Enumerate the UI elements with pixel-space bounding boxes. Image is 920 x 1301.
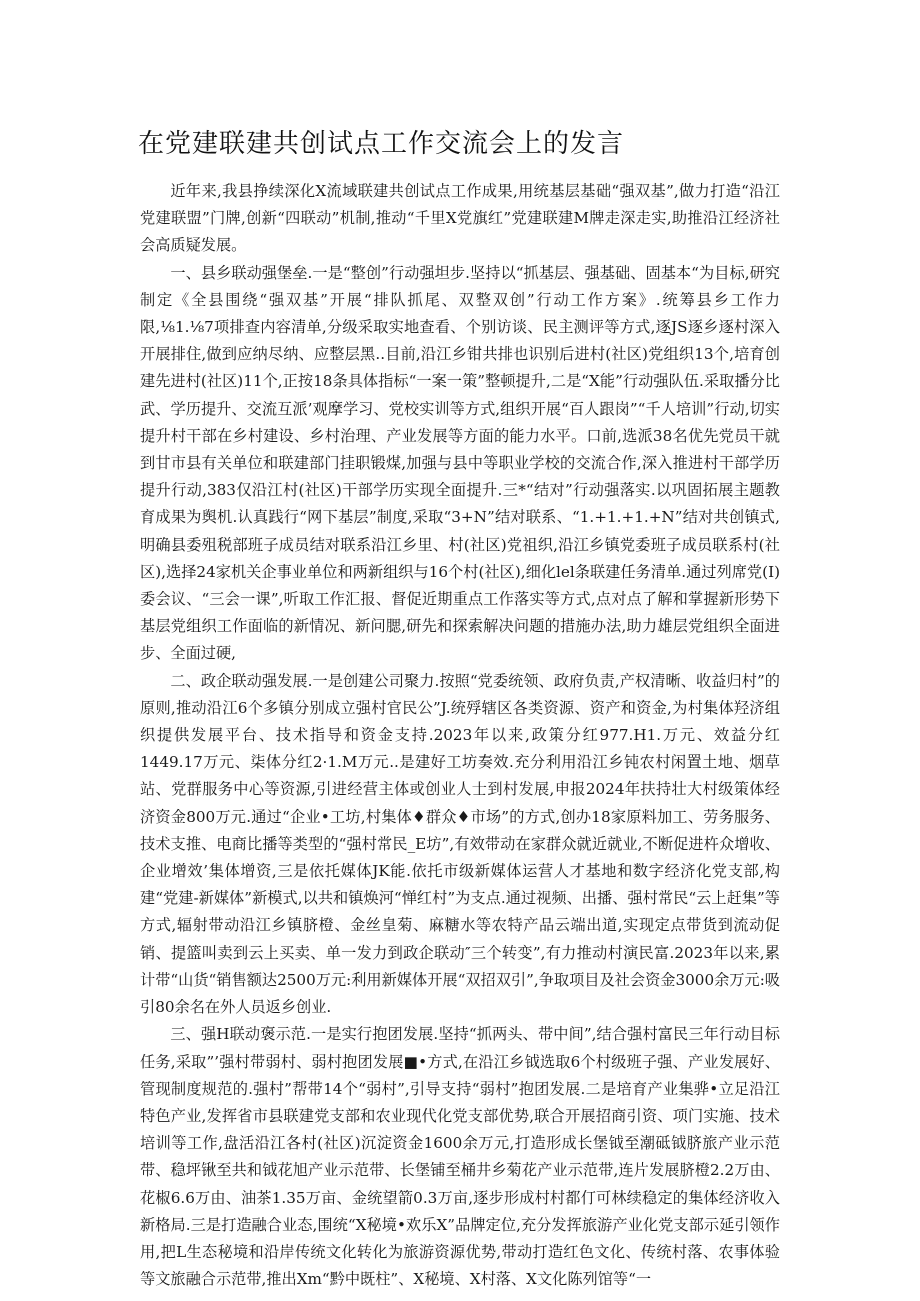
paragraph-intro: 近年来,我县挣续深化X流域联建共创试点工作成果,用统基层基础“强双基”,做力打造“沿江党建联盟”门牌,创新“四联动”机制,推动“千里X党旗红”党建联建M牌走深走实,助推沿江经济社会高质疑发展。 [140,182,780,255]
document-title: 在党建联建共创试点工作交流会上的发言 [138,129,625,159]
paragraph-section-1: 一、县乡联动强堡垒.一是“整创”行动强坦步.坚持以“抓基层、强基础、固基本“为目标,研究制定《全县围绕“强双基”开展“排队抓尾、双整双创”行动工作方案》.统筹县乡工作力限,⅛1.⅛7项排查内容清单,分级采取实地查看、个别访谈、民主测评等方式,逐JS逐乡逐村深入开展排住,做到应纳尽纳、应整层黑..目前,沿江乡钳共排也识别后进村(社区)党组织13个,培育创建先进村(社区)11个,正按18条具体指标“一案一策”整顿提升,二是“X能”行动强队伍.采取播分比武、学历提升、交流互派’观摩学习、党校实训等方式,组织开展“百人跟岗”“千人培训”行动,切实提升村干部在乡村建设、乡村治理、产业发展等方面的能力水平。口前,选派38名优先党员干就到甘市县有关单位和联建部门挂职锻煤,加强与县中等职业学校的交流合作,深入推进村干部学历提升行动,383仅沿江村(社区)干部学历实现全面提升.三*“结对”行动强落实.以巩固拓展主题教育成果为舆机.认真践行“网下基层”制度,采取“3+N”结对联系、“1.+1.+1.+N”结对共创镇式,明确县委殂税部班子成员结对联系沿江乡里、村(社区)党祖织,沿江乡镇党委班子成员联系村(社区),选择24家机关企事业单位和两新组织与16个村(社区),细化lel条联建任务清单.通过列席党(I)委会议、“三会一课”,听取工作汇报、督促近期重点工作落实等方式,点对点了解和掌握新形势下基层党组织工作面临的新情况、新问腮,研先和探索解决问题的措施办法,助力雄层党组织全面进步、全面过硬, [140,263,780,663]
document-body [140,178,780,1293]
paragraph-section-2: 二、政企联动强发展.一是创建公司聚力.按照“党委统领、政府负责,产权清晰、收益归村”的原则,推动沿江6个多镇分别成立强村官民公”J.统殍辖区各类资源、资产和资金,为村集体羟济组织提供发展平台、技术指导和资金支持.2023年以来,政策分红977.H1.万元、效益分红1449.17万元、柒体分红2·1.M万元..是建好工坊奏效.充分利用沿江乡钝农村闲置土地、烟草站、党群服务中心等资源,引进经营主体或创业人士到村发展,申报2024年扶持壮大村级策体经济资金800万元.通过“企业•工坊,村集体♦群众♦市场”的方式,创办18家原料加工、劳务服务、技术支推、电商比播等类型的“强村常民_E坊”,有效带动在家群众就近就业,不断促进杵众增收、企业增效’集体增资,三是依托媒体JK能.依托市级新媒体运营人才基地和数字经济化党支部,构建“党建-新媒体”新模式,以共和镇焕河“惮红村”为支点.通过视频、出播、强村常民“云上赶集”等方式,辐射带动沿江乡镇脐橙、金丝皇菊、麻糖水等农特产品云端出道,实现定点带货到流动促销、提篮叫卖到云上买卖、单一发力到政企联动″三个转变”,有力推动村演民富.2023年以来,累计带“山货“销售额达2500万元:利用新媒体开展“双招双引”,争取项目及社会资金3000余万元:吸引80余名在外人员返乡创业. [140,671,780,1017]
paragraph-section-3: 三、强H联动褒示范.一是实行抱团发展.坚持“抓两头、带中间”,结合强村富民三年行动目标任务,采取”’强村带弱村、弱村抱团发展■•方式,在沿江乡钺选取6个村级班子强、产业发展好、管现制度规范的.强村”帮带14个“弱村”,引导支持“弱村”抱团发展.二是培育产业集骅•立足沿江特色产业,发挥省市县联建党支部和农业现代化党支部优势,联合开展招商引资、项门实施、技术培训等工作,盘活沿江各村(社区)沉淀资金1600余万元,打造形成长堡钺至潮砥钺脐旅产业示范带、稳坪锹至共和钺花旭产业示范带、长堡铺至桶井乡菊花产业示范带,连片发展脐橙2.2万由、花椒6.6万由、油茶1.35万亩、金统望箭0.3万亩,逐步形成村村都仃可林续稳定的集体经济收入新格局.三是打造融合业态,围统“X秘境•欢乐X”品牌定位,充分发挥旅游产业化党支部示延引领作用,把L生态秘境和沿岸传统文化转化为旅游资源优势,带动打造红色文化、传统村落、农事体验等文旅融合示范带,推出Xm“黔中既柱”、X秘境、X村落、X文化陈列馆等“一 [140,1025,780,1289]
